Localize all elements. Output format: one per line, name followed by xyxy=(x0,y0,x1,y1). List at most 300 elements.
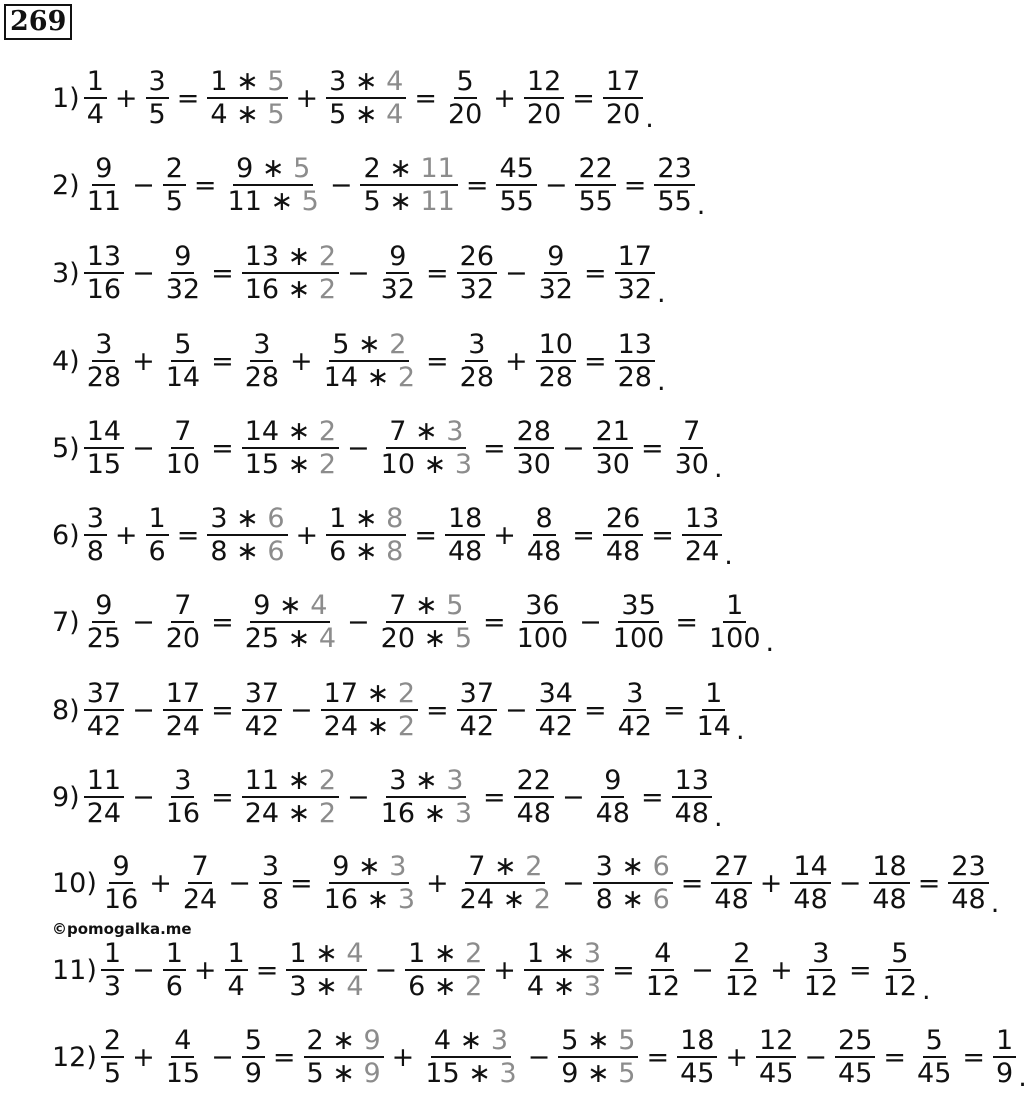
end-period: . xyxy=(765,626,775,658)
denominator xyxy=(536,274,576,304)
operator: = xyxy=(426,258,449,290)
numerator xyxy=(682,505,722,536)
numerator xyxy=(386,767,466,798)
numerator xyxy=(654,155,694,186)
factor: 17 xyxy=(323,678,359,709)
factor: 26 xyxy=(605,503,641,534)
factor: 30 xyxy=(595,449,630,481)
factor: 3 xyxy=(253,329,271,360)
denominator xyxy=(610,623,668,653)
numerator xyxy=(84,680,124,711)
fraction xyxy=(146,68,169,130)
fraction xyxy=(163,1027,203,1089)
factor: 20 xyxy=(380,623,416,655)
multiplier: 2 xyxy=(318,798,337,830)
factor: 6 xyxy=(148,536,166,568)
multiplier: 11 xyxy=(420,153,455,184)
fraction xyxy=(321,331,418,393)
numerator xyxy=(454,68,477,99)
operator: − xyxy=(561,782,585,814)
end-period: . xyxy=(713,452,723,484)
factor: 48 xyxy=(447,536,483,568)
numerator xyxy=(672,767,712,798)
numerator xyxy=(514,418,554,449)
multiplier: 2 xyxy=(465,938,483,969)
multiplier: 3 xyxy=(490,1025,509,1056)
numerator xyxy=(207,505,287,536)
fraction xyxy=(756,1027,796,1089)
fraction xyxy=(835,1027,875,1089)
times-sign: ∗ xyxy=(253,153,294,184)
end-period: . xyxy=(990,887,1000,919)
end-period: . xyxy=(735,714,745,746)
numerator xyxy=(615,331,655,362)
equation-line xyxy=(52,241,666,309)
denominator xyxy=(524,971,604,1001)
factor: 10 xyxy=(380,449,416,481)
fraction xyxy=(514,767,554,829)
factor: 16 xyxy=(244,274,280,306)
end-period: . xyxy=(713,801,723,833)
fraction xyxy=(146,505,169,567)
operator: = xyxy=(483,433,506,465)
operator: + xyxy=(725,1042,749,1074)
operator: + xyxy=(493,83,516,115)
operator: = xyxy=(414,83,437,115)
times-sign: ∗ xyxy=(279,623,319,655)
operator: − xyxy=(290,695,313,727)
end-period: . xyxy=(696,189,706,221)
fraction xyxy=(993,1027,1016,1089)
denominator xyxy=(558,1058,638,1088)
factor: 14 xyxy=(86,416,122,447)
denominator xyxy=(457,274,497,304)
operator: = xyxy=(211,607,234,639)
fraction xyxy=(84,155,124,217)
fraction xyxy=(242,680,282,742)
factor: 15 xyxy=(425,1058,460,1090)
fraction xyxy=(207,68,287,130)
denominator xyxy=(603,99,643,129)
times-sign: ∗ xyxy=(358,711,398,743)
fraction xyxy=(286,940,366,1002)
numerator xyxy=(723,592,746,623)
fraction xyxy=(84,331,124,393)
operator: = xyxy=(623,170,647,202)
times-sign: ∗ xyxy=(346,536,387,568)
factor: 5 xyxy=(148,99,166,131)
numerator xyxy=(790,853,830,884)
denominator xyxy=(163,1058,203,1088)
factor: 15 xyxy=(86,449,122,481)
numerator xyxy=(888,940,911,971)
numerator xyxy=(188,853,211,884)
multiplier: 5 xyxy=(267,66,285,97)
factor: 30 xyxy=(674,449,709,481)
denominator xyxy=(615,711,655,741)
denominator xyxy=(422,1058,519,1088)
equation-line xyxy=(52,503,733,571)
numerator xyxy=(163,940,186,971)
factor: 21 xyxy=(595,416,630,447)
factor: 42 xyxy=(86,711,122,743)
multiplier: 3 xyxy=(499,1058,517,1090)
factor: 25 xyxy=(838,1025,873,1056)
operator: − xyxy=(561,433,585,465)
equation-label: 10) xyxy=(52,868,97,900)
problem-number: 269 xyxy=(4,4,72,40)
denominator xyxy=(672,449,712,479)
numerator xyxy=(171,331,194,362)
times-sign: ∗ xyxy=(494,884,534,916)
operator: + xyxy=(295,83,319,115)
multiplier: 11 xyxy=(420,186,455,218)
denominator xyxy=(326,536,406,566)
factor: 28 xyxy=(617,362,652,394)
denominator xyxy=(304,1058,384,1088)
factor: 14 xyxy=(165,362,201,394)
numerator xyxy=(593,418,633,449)
denominator xyxy=(514,798,554,828)
fraction xyxy=(536,331,576,393)
factor: 7 xyxy=(174,416,192,447)
multiplier: 2 xyxy=(389,329,407,360)
denominator xyxy=(286,971,366,1001)
denominator xyxy=(593,449,633,479)
denominator xyxy=(457,711,497,741)
factor: 28 xyxy=(459,362,494,394)
operator: − xyxy=(329,170,353,202)
fraction xyxy=(593,853,673,915)
fraction xyxy=(880,940,920,1002)
times-sign: ∗ xyxy=(227,536,268,568)
factor: 17 xyxy=(165,678,201,709)
factor: 2 xyxy=(103,1025,122,1056)
numerator xyxy=(558,1027,638,1058)
factor: 11 xyxy=(244,765,280,796)
times-sign: ∗ xyxy=(406,765,447,796)
operator: = xyxy=(483,782,506,814)
fraction xyxy=(706,592,764,654)
times-sign: ∗ xyxy=(358,362,398,394)
fraction xyxy=(790,853,830,915)
denominator xyxy=(378,449,475,479)
numerator xyxy=(171,767,194,798)
fraction xyxy=(84,505,107,567)
numerator xyxy=(405,940,485,971)
fraction xyxy=(672,418,712,480)
factor: 9 xyxy=(332,851,350,882)
fraction xyxy=(225,155,322,217)
denominator xyxy=(496,186,536,216)
factor: 5 xyxy=(363,186,381,218)
times-sign: ∗ xyxy=(227,99,268,131)
times-sign: ∗ xyxy=(406,416,447,447)
denominator xyxy=(457,884,554,914)
factor: 17 xyxy=(605,66,641,97)
factor: 1 xyxy=(289,938,307,969)
times-sign: ∗ xyxy=(227,66,268,97)
denominator xyxy=(321,362,418,392)
factor: 9 xyxy=(561,1058,579,1090)
denominator xyxy=(575,186,615,216)
factor: 30 xyxy=(516,449,551,481)
factor: 9 xyxy=(547,241,565,272)
numerator xyxy=(457,243,497,274)
operator: + xyxy=(505,346,528,378)
multiplier: 4 xyxy=(386,99,404,131)
operator: + xyxy=(759,868,783,900)
numerator xyxy=(171,243,194,274)
operator: − xyxy=(527,1042,551,1074)
multiplier: 3 xyxy=(389,851,407,882)
factor: 100 xyxy=(516,623,569,655)
denominator xyxy=(163,274,203,304)
fraction xyxy=(378,767,475,829)
numerator xyxy=(92,155,115,186)
operator: = xyxy=(640,433,664,465)
factor: 24 xyxy=(244,798,280,830)
factor: 9 xyxy=(253,590,271,621)
multiplier: 2 xyxy=(318,416,337,447)
multiplier: 5 xyxy=(267,99,285,131)
operator: + xyxy=(770,955,793,987)
factor: 48 xyxy=(951,884,986,916)
factor: 13 xyxy=(684,503,720,534)
numerator xyxy=(544,243,567,274)
numerator xyxy=(321,680,418,711)
factor: 20 xyxy=(605,99,641,131)
factor: 3 xyxy=(626,678,644,709)
fraction xyxy=(524,68,564,130)
operator: − xyxy=(505,695,528,727)
multiplier: 3 xyxy=(583,938,602,969)
operator: + xyxy=(295,520,319,552)
factor: 3 xyxy=(261,851,280,882)
operator: − xyxy=(691,955,714,987)
equation-label: 2) xyxy=(52,170,80,202)
factor: 48 xyxy=(526,536,562,568)
factor: 28 xyxy=(86,362,122,394)
fraction xyxy=(378,418,475,480)
fraction xyxy=(242,767,339,829)
denominator xyxy=(163,362,203,392)
factor: 5 xyxy=(925,1025,943,1056)
factor: 13 xyxy=(674,765,709,796)
denominator xyxy=(321,711,418,741)
factor: 2 xyxy=(733,938,751,969)
factor: 3 xyxy=(86,503,104,534)
numerator xyxy=(993,1027,1016,1058)
fraction xyxy=(84,418,124,480)
denominator xyxy=(706,623,764,653)
denominator xyxy=(948,884,988,914)
denominator xyxy=(146,99,169,129)
denominator xyxy=(101,1058,124,1088)
factor: 8 xyxy=(535,503,553,534)
numerator xyxy=(603,68,643,99)
times-sign: ∗ xyxy=(578,1058,619,1090)
numerator xyxy=(360,155,457,186)
operator: + xyxy=(132,1042,155,1074)
multiplier: 2 xyxy=(397,711,416,743)
factor: 45 xyxy=(680,1058,715,1090)
factor: 1 xyxy=(86,66,104,97)
factor: 45 xyxy=(499,153,534,184)
factor: 7 xyxy=(389,416,407,447)
factor: 4 xyxy=(654,938,672,969)
equation-label: 6) xyxy=(52,520,80,552)
numerator xyxy=(242,680,282,711)
numerator xyxy=(514,767,554,798)
fraction xyxy=(84,767,124,829)
numerator xyxy=(575,155,615,186)
multiplier: 2 xyxy=(397,362,416,394)
equation-label: 11) xyxy=(52,955,97,987)
factor: 16 xyxy=(323,884,359,916)
denominator xyxy=(326,99,406,129)
factor: 20 xyxy=(165,623,201,655)
operator: + xyxy=(114,520,138,552)
times-sign: ∗ xyxy=(380,186,421,218)
numerator xyxy=(146,68,169,99)
factor: 12 xyxy=(724,971,760,1003)
fraction xyxy=(643,940,683,1002)
denominator xyxy=(603,536,643,566)
multiplier: 5 xyxy=(618,1025,636,1056)
factor: 1 xyxy=(227,938,245,969)
multiplier: 2 xyxy=(318,765,337,796)
fraction xyxy=(242,331,282,393)
factor: 16 xyxy=(380,798,416,830)
equation-label: 1) xyxy=(52,83,80,115)
factor: 55 xyxy=(499,186,534,218)
denominator xyxy=(445,99,485,129)
times-sign: ∗ xyxy=(485,851,526,882)
fraction xyxy=(163,767,203,829)
operator: = xyxy=(465,170,489,202)
multiplier: 9 xyxy=(363,1058,381,1090)
operator: = xyxy=(640,782,664,814)
fraction xyxy=(536,680,576,742)
equation-label: 9) xyxy=(52,782,80,814)
multiplier: 2 xyxy=(465,971,483,1003)
equation-line xyxy=(52,590,775,658)
operator: = xyxy=(272,1042,296,1074)
fraction xyxy=(603,505,643,567)
denominator xyxy=(615,274,655,304)
multiplier: 5 xyxy=(301,186,319,218)
end-period: . xyxy=(724,539,733,571)
factor: 27 xyxy=(714,851,749,882)
operator: = xyxy=(426,346,449,378)
multiplier: 3 xyxy=(583,971,602,1003)
factor: 20 xyxy=(526,99,562,131)
factor: 24 xyxy=(182,884,218,916)
numerator xyxy=(615,243,655,274)
factor: 32 xyxy=(538,274,573,306)
denominator xyxy=(163,798,203,828)
times-sign: ∗ xyxy=(425,971,466,1003)
multiplier: 8 xyxy=(386,503,404,534)
times-sign: ∗ xyxy=(358,678,398,709)
operator: − xyxy=(505,258,528,290)
factor: 28 xyxy=(244,362,280,394)
operator: + xyxy=(391,1042,415,1074)
fraction xyxy=(948,853,988,915)
times-sign: ∗ xyxy=(415,449,455,481)
fraction xyxy=(615,331,655,393)
denominator xyxy=(756,1058,796,1088)
numerator xyxy=(171,1027,194,1058)
factor: 9 xyxy=(95,153,113,184)
factor: 6 xyxy=(329,536,347,568)
fraction xyxy=(163,680,203,742)
times-sign: ∗ xyxy=(279,241,319,272)
fraction xyxy=(722,940,762,1002)
factor: 3 xyxy=(174,765,192,796)
factor: 35 xyxy=(621,590,656,621)
factor: 9 xyxy=(996,1058,1014,1090)
fraction xyxy=(321,853,418,915)
times-sign: ∗ xyxy=(279,449,319,481)
fraction xyxy=(496,155,536,217)
operator: = xyxy=(646,1042,670,1074)
numerator xyxy=(711,853,751,884)
times-sign: ∗ xyxy=(261,186,302,218)
operator: + xyxy=(114,83,138,115)
operator: = xyxy=(612,955,635,987)
equation-label: 3) xyxy=(52,258,80,290)
factor: 4 xyxy=(227,971,245,1003)
denominator xyxy=(163,623,203,653)
operator: = xyxy=(211,782,234,814)
denominator xyxy=(84,711,124,741)
equation-line xyxy=(52,416,723,484)
fraction xyxy=(603,68,643,130)
equation-line xyxy=(52,765,723,833)
fraction xyxy=(514,592,572,654)
operator: = xyxy=(583,695,607,727)
fraction xyxy=(536,243,576,305)
fraction xyxy=(242,243,339,305)
denominator xyxy=(207,536,287,566)
factor: 7 xyxy=(191,851,209,882)
factor: 1 xyxy=(408,938,426,969)
factor: 11 xyxy=(227,186,262,218)
factor: 6 xyxy=(408,971,426,1003)
multiplier: 2 xyxy=(318,449,337,481)
numerator xyxy=(536,680,576,711)
numerator xyxy=(680,418,703,449)
operator: = xyxy=(849,955,872,987)
operator: = xyxy=(680,868,704,900)
denominator xyxy=(869,884,909,914)
operator: = xyxy=(675,607,698,639)
fraction xyxy=(326,68,406,130)
operator: = xyxy=(583,258,607,290)
factor: 12 xyxy=(645,971,681,1003)
factor: 13 xyxy=(244,241,280,272)
factor: 12 xyxy=(526,66,562,97)
times-sign: ∗ xyxy=(346,66,387,97)
fraction xyxy=(84,68,107,130)
fraction xyxy=(610,592,668,654)
denominator xyxy=(914,1058,954,1088)
times-sign: ∗ xyxy=(346,503,387,534)
factor: 12 xyxy=(803,971,839,1003)
fraction xyxy=(242,418,339,480)
